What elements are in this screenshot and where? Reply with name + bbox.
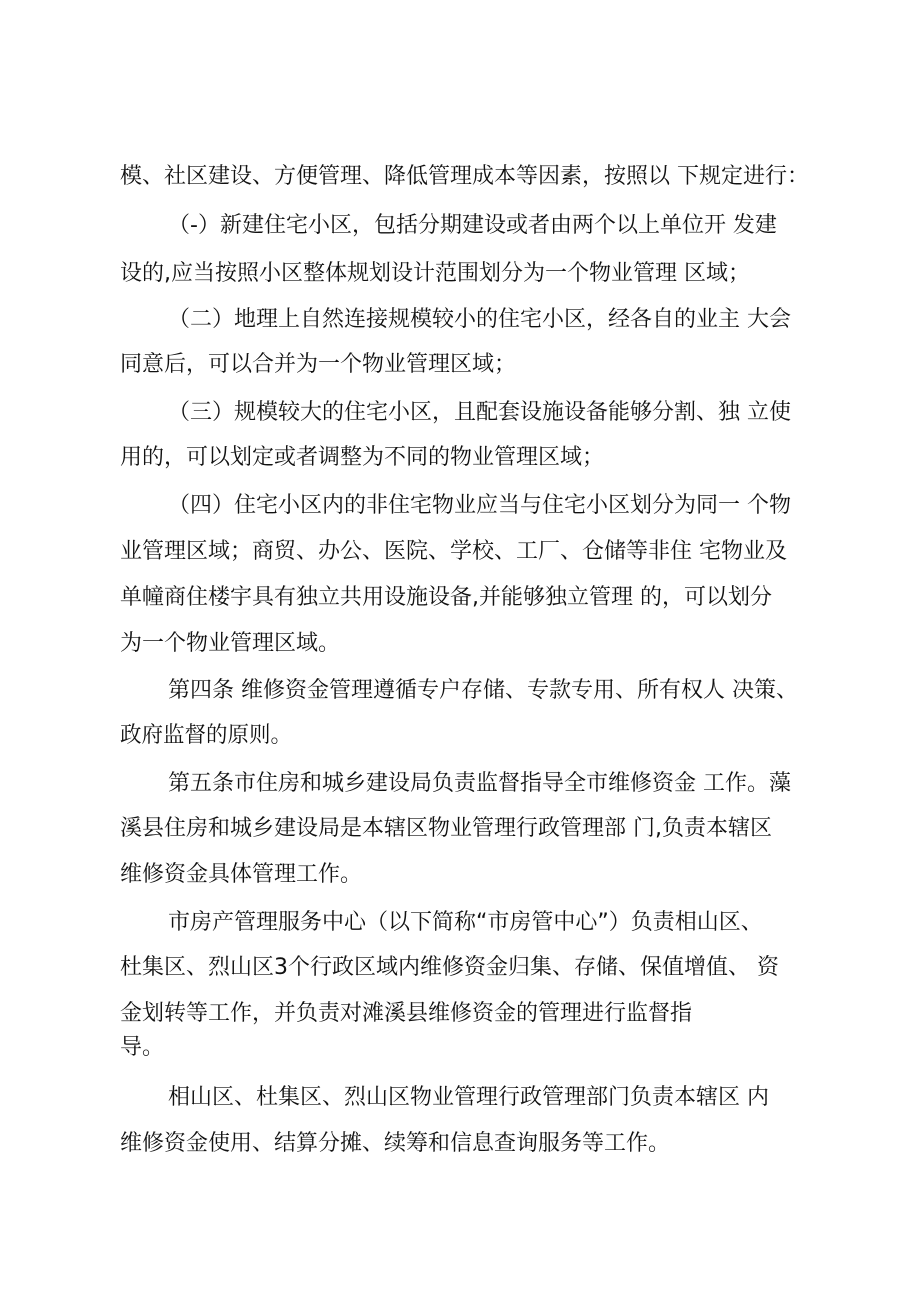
text-line: 金划转等工作，并负责对滩溪县维修资金的管理进行监督指	[120, 1001, 693, 1026]
text-line: 导。	[120, 1035, 165, 1060]
text-line: （-）新建住宅小区，包括分期建设或者由两个以上单位开 发建	[168, 213, 777, 238]
text-line: 杜集区、烈山区3个行政区域内维修资金归集、存储、保值增值、 资	[120, 955, 779, 980]
text-line: 设的,应当按照小区整体规划设计范围划分为一个物业管理 区域；	[120, 261, 750, 286]
text-line: 第五条市住房和城乡建设局负责监督指导全市维修资金 工作。藻	[168, 771, 791, 796]
text-line: 模、社区建设、方便管理、降低管理成本等因素，按照以 下规定进行：	[120, 164, 809, 189]
text-line: （三）规模较大的住宅小区，且配套设施设备能够分割、独 立使	[168, 400, 791, 425]
text-line: 同意后，可以合并为一个物业管理区域；	[120, 352, 517, 377]
text-line: （四）住宅小区内的非住宅物业应当与住宅小区划分为同一 个物	[168, 493, 791, 518]
text-line: 维修资金使用、结算分摊、续筹和信息查询服务等工作。	[120, 1131, 671, 1156]
text-line: 为一个物业管理区域。	[120, 631, 341, 656]
text-line: 市房产管理服务中心（以下简称“市房管中心”）负责相山区、	[168, 910, 763, 935]
text-line: 政府监督的原则。	[120, 723, 293, 748]
text-line: 维修资金具体管理工作。	[120, 862, 363, 887]
text-line: 相山区、杜集区、烈山区物业管理行政管理部门负责本辖区 内	[168, 1085, 769, 1110]
text-line: 溪县住房和城乡建设局是本辖区物业管理行政管理部 门,负责本辖区	[120, 816, 772, 841]
text-line: 单幢商住楼宇具有独立共用设施设备,并能够独立管理 的，可以划分	[120, 585, 772, 610]
text-line: 业管理区域；商贸、办公、医院、学校、工厂、仓储等非住 宅物业及	[120, 539, 787, 564]
text-line: （二）地理上自然连接规模较小的住宅小区，经各自的业主 大会	[168, 307, 791, 332]
text-line: 用的，可以划定或者调整为不同的物业管理区域；	[120, 445, 605, 470]
text-line: 第四条 维修资金管理遵循专户存储、专款专用、所有权人 决策、	[168, 678, 798, 703]
